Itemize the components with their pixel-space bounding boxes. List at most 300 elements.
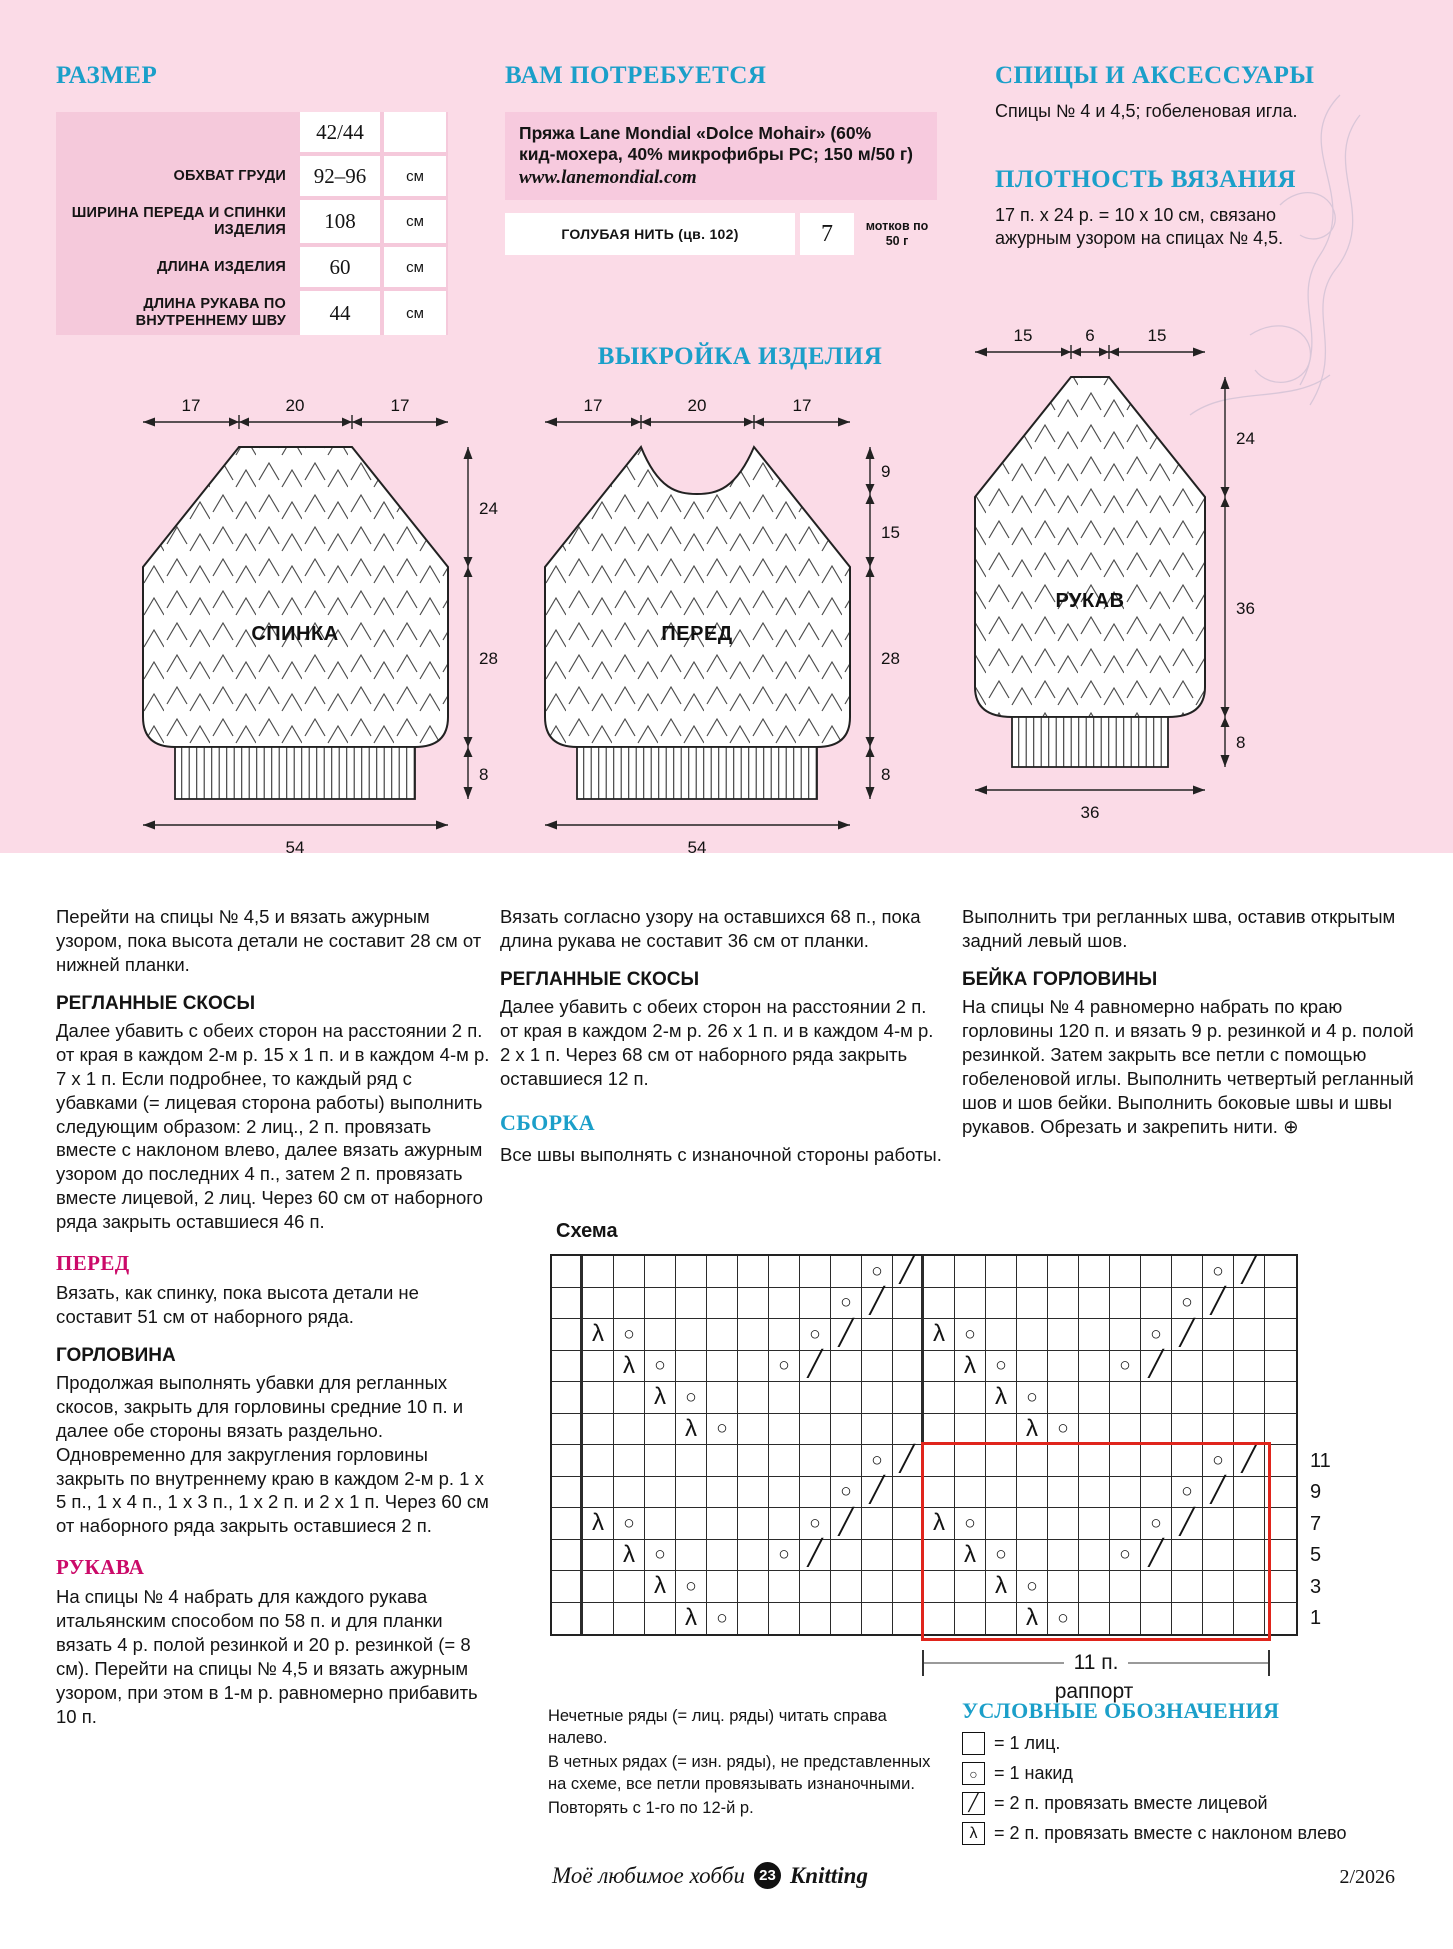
chart-cell — [862, 1382, 893, 1414]
gauge-text: 17 п. x 24 р. = 10 x 10 см, связано ажурным узором на спицах № 4,5. — [995, 205, 1284, 248]
instruction-paragraph: Далее убавить с обеих сторон на расстоянии 2 п. от края в каждом 2-м р. 15 x 1 п. и в каждом 4-м р. 7 x 1 п. Если подробнее, то каждый ряд с убавками (= лицевая сторона работы) выполнить следующим образом: 2 лиц., 2 п. провязать вместе с наклоном влево, далее вязать ажурным узором до последних 4 п., затем 2 п. провязать вместе лицевой, 2 лиц. Через 60 см от наборного ряда закрыть оставшиеся 46 п. — [56, 1020, 490, 1232]
chart-cell — [583, 1288, 614, 1320]
chart-cell — [1141, 1508, 1172, 1540]
size-table — [56, 112, 448, 335]
chart-cell — [583, 1571, 614, 1603]
chart-cell — [645, 1256, 676, 1288]
chart-cell — [893, 1319, 924, 1351]
chart-symbol: ○ — [871, 1449, 883, 1471]
chart-cell — [676, 1540, 707, 1572]
chart-cell — [769, 1382, 800, 1414]
sleeve-right-dim — [1221, 377, 1255, 767]
chart-cell — [614, 1508, 645, 1540]
chart-cell — [1203, 1351, 1234, 1383]
svg-text:6: 6 — [1085, 326, 1095, 345]
chart-cell — [583, 1445, 614, 1477]
svg-text:8: 8 — [1236, 733, 1246, 752]
chart-cell — [707, 1382, 738, 1414]
chart-cell — [769, 1571, 800, 1603]
chart-cell — [862, 1256, 893, 1288]
chart-cell — [645, 1382, 676, 1414]
chart-cell — [583, 1319, 614, 1351]
section-heading-magenta: ПЕРЕД — [56, 1250, 130, 1275]
chart-symbol: ○ — [623, 1512, 635, 1534]
chart-cell — [862, 1319, 893, 1351]
chart-symbol: ○ — [1119, 1355, 1131, 1377]
chart-cell — [955, 1603, 986, 1635]
chart-cell — [924, 1382, 955, 1414]
chart-cell — [862, 1540, 893, 1572]
chart-symbol: λ — [623, 1540, 635, 1568]
yarn-url: www.lanemondial.com — [519, 166, 697, 188]
instructions-column-3 — [962, 905, 1424, 1142]
svg-text:8: 8 — [881, 765, 891, 784]
chart-cell — [583, 1603, 614, 1635]
chart-cell — [1265, 1445, 1296, 1477]
chart-cell — [552, 1351, 583, 1383]
chart-cell — [1110, 1477, 1141, 1509]
chart-cell — [893, 1256, 924, 1288]
chart-symbol: ╱ — [838, 1507, 854, 1536]
thread-row — [505, 213, 937, 255]
back-top-dim — [143, 396, 448, 429]
size-row-value: 60 — [300, 247, 380, 287]
chart-cell — [893, 1414, 924, 1446]
back-label: СПИНКА — [251, 623, 339, 645]
chart-cell — [738, 1540, 769, 1572]
chart-cell — [1234, 1351, 1265, 1383]
svg-text:17: 17 — [181, 396, 201, 415]
chart-symbol: ○ — [1057, 1607, 1069, 1629]
chart-row-number: 9 — [1310, 1481, 1322, 1503]
chart-symbol: ╱ — [1210, 1476, 1226, 1505]
chart-cell — [738, 1571, 769, 1603]
legend-item — [962, 1822, 1432, 1845]
legend-title: УСЛОВНЫЕ ОБОЗНАЧЕНИЯ — [962, 1698, 1280, 1723]
chart-note: Нечетные ряды (= лиц. ряды) читать справа налево. — [548, 1707, 887, 1747]
instructions-column-2 — [500, 905, 946, 1171]
back-bottom-dim — [143, 821, 448, 858]
chart-cell — [583, 1382, 614, 1414]
chart-cell — [955, 1571, 986, 1603]
chart-cell — [1141, 1414, 1172, 1446]
chart-cell — [614, 1477, 645, 1509]
section-heading-blue: СБОРКА — [500, 1109, 596, 1135]
chart-cell — [1048, 1445, 1079, 1477]
chart-cell — [1234, 1571, 1265, 1603]
chart-cell — [831, 1256, 862, 1288]
chart-cell — [552, 1477, 583, 1509]
chart-cell — [583, 1414, 614, 1446]
chart-row-number: 7 — [1310, 1512, 1322, 1535]
svg-text:17: 17 — [792, 396, 812, 415]
chart-cell — [1265, 1319, 1296, 1351]
rapport-width-label: 11 п. — [1073, 1651, 1119, 1674]
svg-text:20: 20 — [285, 396, 305, 415]
chart-symbol: λ — [964, 1351, 976, 1379]
chart-cell — [1265, 1351, 1296, 1383]
svg-text:20: 20 — [687, 396, 707, 415]
legend-item — [962, 1762, 1432, 1785]
chart-cell — [583, 1256, 614, 1288]
chart-cell — [1265, 1508, 1296, 1540]
svg-text:17: 17 — [390, 396, 410, 415]
chart-symbol: ○ — [685, 1575, 697, 1597]
chart-cell — [1234, 1540, 1265, 1572]
chart-cell — [1048, 1603, 1079, 1635]
front-label: ПЕРЕД — [661, 623, 733, 645]
knitting-chart — [550, 1254, 1370, 1640]
rapport-width-dim — [922, 1650, 1270, 1676]
yarn-line2: кид-мохера, 40% микрофибры PC; 150 м/50 г) — [519, 144, 914, 165]
chart-cell — [1172, 1508, 1203, 1540]
chart-cell — [1048, 1477, 1079, 1509]
chart-cell — [1265, 1540, 1296, 1572]
chart-cell — [707, 1414, 738, 1446]
chart-cell — [862, 1603, 893, 1635]
chart-cell — [738, 1256, 769, 1288]
chart-cell — [552, 1288, 583, 1320]
legend-text: = 2 п. провязать вместе лицевой — [994, 1793, 1268, 1813]
chart-cell — [1234, 1414, 1265, 1446]
chart-cell — [707, 1571, 738, 1603]
chart-cell — [862, 1351, 893, 1383]
chart-symbol: λ — [1026, 1414, 1038, 1442]
chart-cell — [800, 1256, 831, 1288]
chart-cell — [583, 1477, 614, 1509]
chart-symbol: ╱ — [838, 1318, 854, 1347]
chart-cell — [1110, 1256, 1141, 1288]
chart-cell — [955, 1351, 986, 1383]
chart-cell — [986, 1256, 1017, 1288]
chart-cell — [1203, 1288, 1234, 1320]
legend-item — [962, 1792, 1432, 1815]
chart-cell — [769, 1603, 800, 1635]
chart-symbol: ○ — [1212, 1449, 1224, 1471]
chart-cell — [924, 1414, 955, 1446]
chart-cell — [707, 1540, 738, 1572]
chart-cell — [955, 1477, 986, 1509]
chart-cell — [614, 1319, 645, 1351]
chart-cell — [645, 1319, 676, 1351]
chart-cell — [1048, 1540, 1079, 1572]
chart-cell — [893, 1477, 924, 1509]
chart-cell — [738, 1319, 769, 1351]
svg-text:28: 28 — [479, 649, 498, 668]
size-row-label: ДЛИНА ИЗДЕЛИЯ — [56, 247, 296, 287]
chart-cell — [769, 1445, 800, 1477]
size-row-label — [56, 112, 296, 152]
chart-cell — [924, 1288, 955, 1320]
svg-text:54: 54 — [285, 838, 305, 857]
chart-symbol: ○ — [809, 1512, 821, 1534]
chart-symbol: ○ — [1212, 1260, 1224, 1282]
chart-cell — [1110, 1571, 1141, 1603]
chart-cell — [1234, 1382, 1265, 1414]
chart-cell — [831, 1477, 862, 1509]
chart-cell — [676, 1571, 707, 1603]
chart-cell — [1234, 1477, 1265, 1509]
chart-symbol: ╱ — [1179, 1507, 1195, 1536]
chart-cell — [552, 1571, 583, 1603]
chart-cell — [614, 1445, 645, 1477]
chart-cell — [1110, 1508, 1141, 1540]
chart-cell — [676, 1414, 707, 1446]
chart-cell — [924, 1256, 955, 1288]
chart-cell — [645, 1351, 676, 1383]
chart-cell — [862, 1288, 893, 1320]
chart-cell — [800, 1319, 831, 1351]
chart-cell — [1141, 1603, 1172, 1635]
legend-glyph: ○ — [969, 1765, 978, 1782]
chart-cell — [707, 1508, 738, 1540]
chart-cell — [1110, 1288, 1141, 1320]
chart-cell — [738, 1351, 769, 1383]
chart-cell — [676, 1445, 707, 1477]
size-row-unit: см — [384, 156, 446, 196]
chart-cell — [707, 1603, 738, 1635]
chart-symbol: ○ — [995, 1544, 1007, 1566]
chart-cell — [1017, 1603, 1048, 1635]
chart-symbol: ○ — [1026, 1386, 1038, 1408]
footer-magazine-name2: Knitting — [789, 1862, 868, 1888]
chart-cell — [955, 1445, 986, 1477]
chart-cell — [1265, 1288, 1296, 1320]
chart-cell — [893, 1603, 924, 1635]
chart-cell — [614, 1256, 645, 1288]
chart-cell — [552, 1445, 583, 1477]
chart-cell — [1203, 1319, 1234, 1351]
chart-cell — [831, 1382, 862, 1414]
chart-symbol: λ — [592, 1509, 604, 1537]
chart-cell — [769, 1256, 800, 1288]
chart-cell — [986, 1414, 1017, 1446]
chart-cell — [1141, 1571, 1172, 1603]
chart-symbol: ○ — [840, 1481, 852, 1503]
chart-cell — [800, 1571, 831, 1603]
skein-count: 7 — [800, 213, 854, 255]
chart-cell — [831, 1445, 862, 1477]
chart-symbol: ╱ — [807, 1350, 823, 1379]
legend-symbol — [962, 1822, 985, 1845]
chart-cell — [955, 1319, 986, 1351]
chart-cell — [955, 1414, 986, 1446]
chart-symbol: λ — [685, 1414, 697, 1442]
chart-cell — [986, 1319, 1017, 1351]
gauge-title: ПЛОТНОСТЬ ВЯЗАНИЯ — [995, 166, 1297, 193]
chart-cell — [1017, 1540, 1048, 1572]
chart-cell — [1203, 1256, 1234, 1288]
yarn-info-box — [505, 112, 937, 200]
chart-cell — [1234, 1603, 1265, 1635]
chart-cell — [676, 1256, 707, 1288]
footer-brand — [480, 1862, 940, 1889]
chart-cell — [1017, 1382, 1048, 1414]
chart-symbol: ○ — [716, 1418, 728, 1440]
chart-symbol: ○ — [778, 1355, 790, 1377]
chart-cell — [1141, 1288, 1172, 1320]
chart-cell — [738, 1477, 769, 1509]
skein-unit: мотков по 50 г — [865, 219, 929, 248]
chart-cell — [1048, 1571, 1079, 1603]
chart-cell — [1017, 1477, 1048, 1509]
chart-cell — [738, 1414, 769, 1446]
chart-cell — [831, 1571, 862, 1603]
chart-symbol: ╱ — [869, 1287, 885, 1316]
chart-cell — [552, 1256, 583, 1288]
chart-symbol: ○ — [1150, 1323, 1162, 1345]
chart-symbol: ╱ — [899, 1444, 915, 1473]
svg-text:15: 15 — [1013, 326, 1033, 345]
chart-cell — [924, 1351, 955, 1383]
section-heading: БЕЙКА ГОРЛОВИНЫ — [962, 968, 1158, 990]
chart-cell — [986, 1477, 1017, 1509]
svg-text:15: 15 — [881, 523, 900, 542]
chart-symbol: λ — [995, 1572, 1007, 1600]
chart-cell — [769, 1477, 800, 1509]
chart-cell — [1017, 1508, 1048, 1540]
chart-cell — [583, 1540, 614, 1572]
chart-cell — [1110, 1351, 1141, 1383]
chart-symbol: ○ — [964, 1512, 976, 1534]
front-top-dim — [545, 396, 850, 429]
chart-cell — [955, 1256, 986, 1288]
chart-cell — [676, 1603, 707, 1635]
chart-cell — [645, 1477, 676, 1509]
size-row-value: 108 — [300, 200, 380, 243]
svg-text:54: 54 — [687, 838, 707, 857]
chart-cell — [1079, 1288, 1110, 1320]
chart-cell — [986, 1288, 1017, 1320]
chart-notes — [548, 1706, 940, 1822]
chart-cell — [1203, 1508, 1234, 1540]
page-number-badge: 23 — [754, 1862, 781, 1889]
chart-cell — [986, 1571, 1017, 1603]
instruction-paragraph: Вязать, как спинку, пока высота детали не составит 51 см от наборного ряда. — [56, 1281, 419, 1327]
chart-cell — [1172, 1445, 1203, 1477]
chart-cell — [986, 1351, 1017, 1383]
chart-symbol: ○ — [654, 1544, 666, 1566]
chart-cell — [676, 1508, 707, 1540]
chart-cell — [676, 1351, 707, 1383]
instructions-column-1 — [56, 905, 494, 1732]
legend-glyph: ╱ — [968, 1793, 979, 1812]
legend-symbol — [962, 1732, 985, 1755]
chart-cell — [1048, 1508, 1079, 1540]
chart-cell — [1017, 1319, 1048, 1351]
chart-cell — [769, 1508, 800, 1540]
chart-symbol: ○ — [809, 1323, 821, 1345]
chart-cell — [552, 1382, 583, 1414]
chart-cell — [707, 1477, 738, 1509]
chart-cell — [1079, 1477, 1110, 1509]
chart-symbol: ○ — [1181, 1481, 1193, 1503]
chart-cell — [1172, 1288, 1203, 1320]
chart-row-number: 11 — [1310, 1449, 1331, 1472]
chart-cell — [1265, 1477, 1296, 1509]
chart-cell — [707, 1319, 738, 1351]
chart-cell — [738, 1603, 769, 1635]
schematic-sleeve — [940, 322, 1285, 827]
sleeve-top-dim — [975, 326, 1205, 359]
chart-cell — [831, 1319, 862, 1351]
svg-text:8: 8 — [479, 765, 489, 784]
legend-symbol — [962, 1792, 985, 1815]
chart-cell — [769, 1319, 800, 1351]
chart-cell — [1203, 1382, 1234, 1414]
chart-cell — [1110, 1540, 1141, 1572]
chart-symbol: ╱ — [1179, 1318, 1195, 1347]
chart-cell — [1141, 1445, 1172, 1477]
chart-cell — [955, 1508, 986, 1540]
chart-cell — [769, 1351, 800, 1383]
chart-cell — [800, 1540, 831, 1572]
chart-cell — [893, 1571, 924, 1603]
section-heading: РЕГЛАННЫЕ СКОСЫ — [500, 968, 700, 990]
chart-row-number: 3 — [1310, 1575, 1322, 1598]
chart-cell — [955, 1288, 986, 1320]
chart-cell — [676, 1477, 707, 1509]
yarn-line1: Пряжа Lane Mondial «Dolce Mohair» (60% — [519, 123, 872, 143]
chart-cell — [769, 1540, 800, 1572]
chart-cell — [1110, 1382, 1141, 1414]
needles-text: Спицы № 4 и 4,5; гобеленовая игла. — [995, 101, 1298, 121]
chart-cell — [924, 1571, 955, 1603]
chart-cell — [1048, 1319, 1079, 1351]
rapport-label: раппорт — [1054, 1680, 1134, 1703]
chart-cell — [831, 1414, 862, 1446]
chart-cell — [1203, 1603, 1234, 1635]
chart-title: Схема — [556, 1220, 618, 1242]
legend-text: = 1 лиц. — [994, 1733, 1061, 1753]
chart-cell — [583, 1351, 614, 1383]
chart-cell — [893, 1288, 924, 1320]
chart-symbol: λ — [995, 1383, 1007, 1411]
chart-cell — [1017, 1445, 1048, 1477]
chart-row-number: 5 — [1310, 1544, 1322, 1566]
chart-cell — [862, 1414, 893, 1446]
sleeve-bottom-dim — [975, 786, 1205, 823]
chart-cell — [986, 1603, 1017, 1635]
chart-cell — [614, 1603, 645, 1635]
chart-cell — [614, 1351, 645, 1383]
chart-symbol: ○ — [1150, 1512, 1162, 1534]
chart-cell — [862, 1508, 893, 1540]
chart-cell — [831, 1508, 862, 1540]
size-row-label: ДЛИНА РУКАВА ПО ВНУТРЕННЕМУ ШВУ — [56, 291, 296, 334]
chart-cell — [614, 1571, 645, 1603]
chart-cell — [1141, 1382, 1172, 1414]
size-row-unit: см — [384, 200, 446, 243]
chart-cell — [924, 1477, 955, 1509]
chart-symbol: ○ — [840, 1292, 852, 1314]
size-row-value: 44 — [300, 291, 380, 334]
chart-cell — [738, 1382, 769, 1414]
chart-symbol: ╱ — [1241, 1444, 1257, 1473]
chart-cell — [1172, 1603, 1203, 1635]
chart-cell — [676, 1288, 707, 1320]
chart-symbol: λ — [685, 1604, 697, 1632]
chart-cell — [552, 1508, 583, 1540]
chart-cell — [1172, 1351, 1203, 1383]
chart-cell — [831, 1540, 862, 1572]
instruction-paragraph: Перейти на спицы № 4,5 и вязать ажурным узором, пока высота детали не составит 28 см от нижней планки. — [56, 906, 482, 975]
chart-cell — [1079, 1256, 1110, 1288]
chart-cell — [1079, 1351, 1110, 1383]
chart-cell — [552, 1414, 583, 1446]
chart-cell — [1048, 1414, 1079, 1446]
chart-cell — [645, 1414, 676, 1446]
